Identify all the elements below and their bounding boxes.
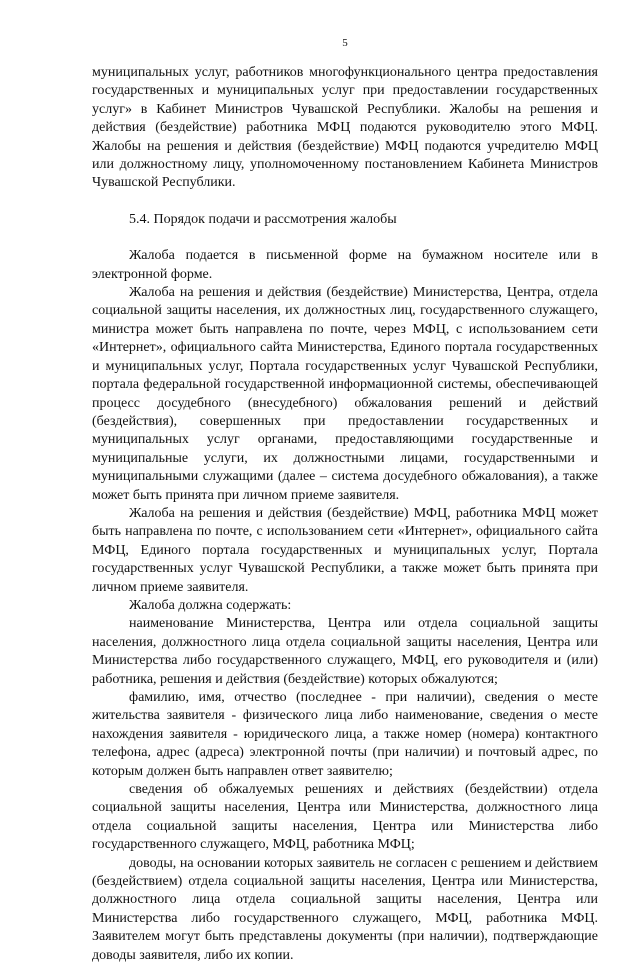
paragraph: Жалоба подается в письменной форме на бумажном носителе или в электронной форме. bbox=[92, 248, 598, 282]
section-heading: 5.4. Порядок подачи и рассмотрения жалобы bbox=[129, 211, 397, 227]
list-item: фамилию, имя, отчество (последнее - при наличии), сведения о месте жительства заявителя - физического лица либо наименование, сведения о месте нахождения заявителя - юридического лица, а также номер (номера) контактного телефона, адрес (адреса) электронной почты (при наличии) и почтовый адрес, по которым должен быть направлен ответ заявителю; bbox=[92, 690, 598, 779]
page-number: 5 bbox=[342, 37, 348, 49]
list-item: наименование Министерства, Центра или отдела социальной защиты населения, должностного лица отдела социальной защиты населения, Центра или Министерства либо государственного служащего, МФЦ, его руководителя и (или) работника, решения и действия (бездействие) которых обжалуются; bbox=[92, 616, 598, 687]
paragraph-continuation: муниципальных услуг, работников многофункционального центра предоставления государственных и муниципальных услуг при предоставлении государственных услуг» в Кабинет Министров Чувашской Республики. Жалобы на решения и действия (бездействие) работника МФЦ подаются руководителю этого МФЦ. Жалобы на решения и действия (бездействие) МФЦ подаются учредителю МФЦ или должностному лицу, уполномоченному постановлением Кабинета Министров Чувашской Республики. bbox=[92, 65, 598, 191]
paragraph: Жалоба должна содержать: bbox=[129, 597, 292, 613]
list-item: доводы, на основании которых заявитель не согласен с решением и действием (бездействием) отдела социальной защиты населения, Центра или Министерства, должностного лица отдела социальной защиты населения, Центра или Министерства либо государственного служащего, МФЦ, работника МФЦ. Заявителем могут быть представлены документы (при наличии), подтверждающие доводы заявителя, либо их копии. bbox=[92, 855, 598, 963]
list-item: сведения об обжалуемых решениях и действиях (бездействии) отдела социальной защиты населения, Центра или Министерства, должностного лица отдела социальной защиты населения, Центра или Министерства либо государственного служащего, МФЦ, работника МФЦ; bbox=[92, 782, 598, 853]
paragraph: Жалоба на решения и действия (бездействие) Министерства, Центра, отдела социальной защиты населения, их должностных лиц, государственного служащего, министра может быть направлена по почте, через МФЦ, с использованием сети «Интернет», официального сайта Министерства, Единого портала государственных и муниципальных услуг, Портала государственных услуг Чувашской Республики, портала федеральной государственной информационной системы, обеспечивающей процесс досудебного (внесудебного) обжалования решений и действий (бездействия), совершенных при предоставлении государственных и муниципальных услуг органами, предоставляющими государственные и муниципальные услуги, их должностными лицами, государственными и муниципальными служащими (далее – система досудебного обжалования), а также может быть принята при личном приеме заявителя. bbox=[92, 285, 598, 503]
paragraph: Жалоба на решения и действия (бездействие) МФЦ, работника МФЦ может быть направлена по почте, с использованием сети «Интернет», официального сайта МФЦ, Единого портала государственных и муниципальных услуг, Портала государственных услуг Чувашской Республики, а также может быть принята при личном приеме заявителя. bbox=[92, 505, 598, 595]
